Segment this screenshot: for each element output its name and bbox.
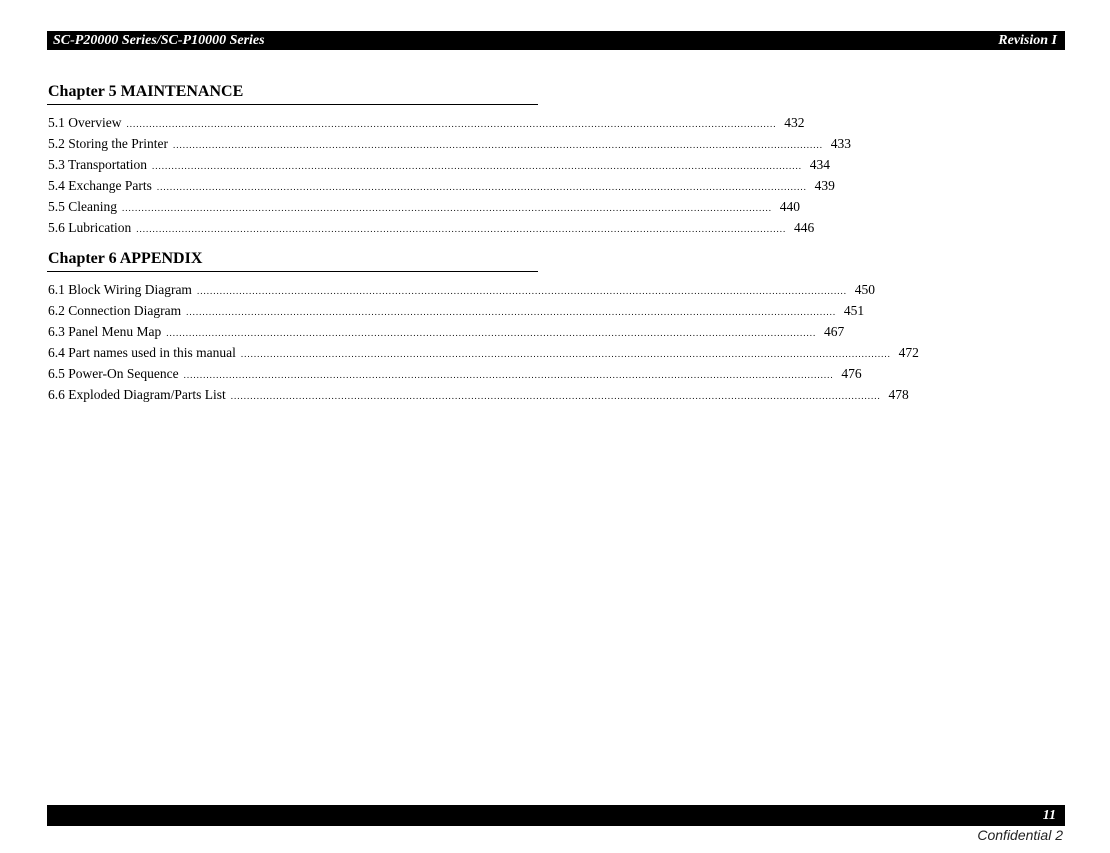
toc-entry-title: 5.5 Cleaning: [48, 199, 117, 214]
toc-entry[interactable]: [47, 175, 835, 196]
toc-entry[interactable]: [47, 133, 851, 154]
toc-entry[interactable]: [47, 342, 919, 363]
dot-leader: ........................................................................................................................................................................................................: [196, 286, 847, 296]
toc-entry-title: 6.3 Panel Menu Map: [48, 324, 162, 339]
footer-bar: [47, 805, 1065, 826]
toc-entry[interactable]: [47, 196, 800, 217]
toc-entry-page: 467: [823, 324, 845, 339]
toc-entry[interactable]: [47, 300, 865, 321]
toc-entry-title: 5.1 Overview: [48, 115, 122, 130]
toc-entry-page: 450: [854, 282, 875, 297]
chapter-heading: Chapter 5 MAINTENANCE: [47, 79, 538, 105]
toc-entry-title: 6.2 Connection Diagram: [48, 303, 182, 318]
toc-entry-title: 6.6 Exploded Diagram/Parts List: [48, 387, 226, 402]
toc-entry-page: 478: [888, 387, 909, 402]
dot-leader: ........................................................................................................................................................................................................: [136, 224, 787, 234]
dot-leader: ........................................................................................................................................................................................................: [166, 328, 817, 338]
toc-entry[interactable]: [47, 363, 862, 384]
chapter-6-section: [47, 246, 919, 405]
toc-entry[interactable]: [47, 279, 875, 300]
toc-entry-page: 440: [779, 199, 800, 214]
toc-entry-page: 433: [830, 136, 851, 151]
chapter-entries: [47, 105, 851, 238]
revision-label: Revision I: [998, 33, 1057, 48]
dot-leader: ........................................................................................................................................................................................................: [183, 370, 834, 380]
toc-entry-title: 5.3 Transportation: [48, 157, 148, 172]
toc-entry[interactable]: [47, 217, 815, 238]
confidential-label: Confidential 2: [977, 827, 1063, 843]
dot-leader: ........................................................................................................................................................................................................: [173, 140, 823, 150]
document-title: SC-P20000 Series/SC-P10000 Series: [53, 33, 265, 48]
chapter-entries: [47, 272, 919, 405]
toc-entry-page: 451: [843, 303, 865, 318]
toc-entry-page: 439: [814, 178, 835, 193]
toc-entry[interactable]: [47, 321, 845, 342]
toc-entry-title: 5.4 Exchange Parts: [48, 178, 152, 193]
dot-leader: ........................................................................................................................................................................................................: [240, 349, 891, 359]
chapter-heading: Chapter 6 APPENDIX: [47, 246, 538, 272]
toc-entry-page: 476: [841, 366, 862, 381]
dot-leader: ........................................................................................................................................................................................................: [152, 161, 803, 171]
toc-entry-page: 434: [809, 157, 831, 172]
dot-leader: ........................................................................................................................................................................................................: [156, 182, 807, 192]
header-bar: [47, 31, 1065, 50]
dot-leader: ........................................................................................................................................................................................................: [186, 307, 837, 317]
table-of-contents: [47, 79, 919, 405]
toc-entry[interactable]: [47, 112, 805, 133]
toc-entry-page: 432: [784, 115, 805, 130]
dot-leader: ........................................................................................................................................................................................................: [126, 119, 777, 129]
toc-entry-title: 6.1 Block Wiring Diagram: [48, 282, 192, 297]
dot-leader: ........................................................................................................................................................................................................: [230, 391, 881, 401]
chapter-5-section: [47, 79, 851, 238]
toc-entry-title: 6.5 Power-On Sequence: [48, 366, 179, 381]
toc-entry-page: 472: [898, 345, 919, 360]
dot-leader: ........................................................................................................................................................................................................: [122, 203, 772, 213]
toc-entry-title: 5.2 Storing the Printer: [48, 136, 168, 151]
toc-entry[interactable]: [47, 154, 831, 175]
toc-entry-title: 6.4 Part names used in this manual: [48, 345, 236, 360]
toc-entry-title: 5.6 Lubrication: [48, 220, 132, 235]
page-number: 11: [1042, 808, 1056, 823]
toc-entry[interactable]: [47, 384, 909, 405]
toc-entry-page: 446: [793, 220, 815, 235]
